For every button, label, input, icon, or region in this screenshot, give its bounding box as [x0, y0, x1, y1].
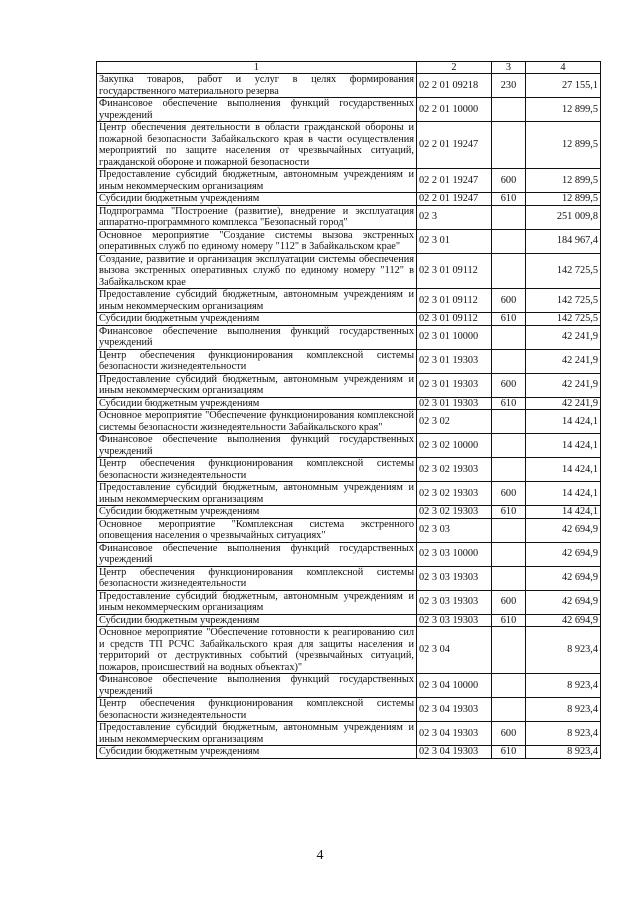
row-code-cell: 02 3 01 19303	[417, 397, 492, 410]
row-type-cell	[492, 698, 526, 722]
row-type-cell: 600	[492, 722, 526, 746]
row-type-cell: 600	[492, 169, 526, 193]
table-row	[97, 74, 601, 98]
row-name-cell: Субсидии бюджетным учреждениям	[97, 313, 417, 326]
header-col-1: 1	[97, 62, 417, 74]
row-type-cell	[492, 325, 526, 349]
row-code-cell: 02 3 02 19303	[417, 458, 492, 482]
row-name-cell: Центр обеспечения функционирования комплексной системы безопасности жизнедеятельности	[97, 458, 417, 482]
table-row	[97, 169, 601, 193]
row-amount-cell: 42 694,9	[526, 542, 601, 566]
table-row	[97, 674, 601, 698]
table-row	[97, 506, 601, 519]
row-name-cell: Основное мероприятие "Комплексная система экстренного оповещения населения о чрезвычайных ситуациях"	[97, 518, 417, 542]
row-amount-cell: 42 241,9	[526, 325, 601, 349]
row-code-cell: 02 3 03 19303	[417, 566, 492, 590]
row-type-cell	[492, 410, 526, 434]
row-type-cell	[492, 434, 526, 458]
row-code-cell: 02 3 03	[417, 518, 492, 542]
table-row	[97, 193, 601, 206]
row-type-cell	[492, 674, 526, 698]
row-amount-cell: 12 899,5	[526, 193, 601, 206]
row-code-cell: 02 3 01 10000	[417, 325, 492, 349]
row-name-cell: Финансовое обеспечение выполнения функций государственных учреждений	[97, 98, 417, 122]
row-type-cell: 600	[492, 289, 526, 313]
row-amount-cell: 8 923,4	[526, 698, 601, 722]
row-code-cell: 02 3	[417, 205, 492, 229]
row-type-cell: 610	[492, 397, 526, 410]
row-name-cell: Субсидии бюджетным учреждениям	[97, 193, 417, 206]
row-amount-cell: 14 424,1	[526, 506, 601, 519]
table-row	[97, 397, 601, 410]
row-type-cell: 610	[492, 614, 526, 627]
table-row	[97, 746, 601, 759]
row-amount-cell: 27 155,1	[526, 74, 601, 98]
row-code-cell: 02 3 04 19303	[417, 722, 492, 746]
row-name-cell: Центр обеспечения функционирования комплексной системы безопасности жизнедеятельности	[97, 566, 417, 590]
row-type-cell	[492, 205, 526, 229]
row-code-cell: 02 3 04 19303	[417, 746, 492, 759]
row-name-cell: Основное мероприятие "Обеспечение готовности к реагированию сил и средств ТП РСЧС Забайкальского края для защиты населения и территорий от деструктивных событий (чрезвычайных ситуаций, пожаров, происшествий на водных объектах)"	[97, 627, 417, 674]
table-header	[97, 62, 601, 74]
table-row	[97, 313, 601, 326]
row-amount-cell: 42 694,9	[526, 566, 601, 590]
header-col-3: 3	[492, 62, 526, 74]
row-amount-cell: 14 424,1	[526, 434, 601, 458]
row-type-cell	[492, 627, 526, 674]
row-amount-cell: 12 899,5	[526, 98, 601, 122]
table-row	[97, 722, 601, 746]
row-amount-cell: 14 424,1	[526, 458, 601, 482]
row-type-cell: 610	[492, 506, 526, 519]
table-body	[97, 74, 601, 759]
row-code-cell: 02 3 03 19303	[417, 614, 492, 627]
table-row	[97, 253, 601, 289]
table-row	[97, 627, 601, 674]
row-amount-cell: 42 694,9	[526, 590, 601, 614]
table-row	[97, 410, 601, 434]
row-code-cell: 02 2 01 10000	[417, 98, 492, 122]
row-name-cell: Центр обеспечения деятельности в области гражданской обороны и пожарной безопасности Забайкальского края в части осуществления мероприятий по защите населения от чрезвычайных ситуаций, гражданской обороне и пожарной безопасности	[97, 122, 417, 169]
row-amount-cell: 8 923,4	[526, 722, 601, 746]
header-row	[97, 62, 601, 74]
row-code-cell: 02 3 01 09112	[417, 253, 492, 289]
row-name-cell: Предоставление субсидий бюджетным, автономным учреждениям и иным некоммерческим организациям	[97, 482, 417, 506]
row-type-cell	[492, 542, 526, 566]
row-amount-cell: 42 694,9	[526, 518, 601, 542]
row-amount-cell: 14 424,1	[526, 410, 601, 434]
row-code-cell: 02 3 02 10000	[417, 434, 492, 458]
row-amount-cell: 142 725,5	[526, 289, 601, 313]
row-name-cell: Предоставление субсидий бюджетным, автономным учреждениям и иным некоммерческим организациям	[97, 289, 417, 313]
row-amount-cell: 142 725,5	[526, 313, 601, 326]
row-name-cell: Субсидии бюджетным учреждениям	[97, 614, 417, 627]
row-name-cell: Предоставление субсидий бюджетным, автономным учреждениям и иным некоммерческим организациям	[97, 590, 417, 614]
row-name-cell: Субсидии бюджетным учреждениям	[97, 397, 417, 410]
row-type-cell: 230	[492, 74, 526, 98]
row-type-cell: 610	[492, 193, 526, 206]
row-code-cell: 02 3 03 19303	[417, 590, 492, 614]
row-code-cell: 02 3 01 09112	[417, 313, 492, 326]
row-amount-cell: 42 241,9	[526, 349, 601, 373]
row-amount-cell: 251 009,8	[526, 205, 601, 229]
row-type-cell	[492, 349, 526, 373]
row-code-cell: 02 3 04 10000	[417, 674, 492, 698]
table-row	[97, 590, 601, 614]
row-name-cell: Основное мероприятие "Обеспечение функционирования комплексной системы безопасности жизнедеятельности Забайкальского края"	[97, 410, 417, 434]
table-row	[97, 566, 601, 590]
row-type-cell	[492, 566, 526, 590]
row-code-cell: 02 3 01 09112	[417, 289, 492, 313]
row-name-cell: Основное мероприятие "Создание системы вызова экстренных оперативных служб по единому номеру "112" в Забайкальском крае"	[97, 229, 417, 253]
table-row	[97, 614, 601, 627]
table-row	[97, 518, 601, 542]
row-type-cell: 610	[492, 313, 526, 326]
row-type-cell	[492, 229, 526, 253]
table-row	[97, 98, 601, 122]
row-name-cell: Подпрограмма "Построение (развитие), внедрение и эксплуатация аппаратно-программного комплекса "Безопасный город"	[97, 205, 417, 229]
row-code-cell: 02 3 02 19303	[417, 506, 492, 519]
row-amount-cell: 12 899,5	[526, 169, 601, 193]
row-code-cell: 02 2 01 19247	[417, 193, 492, 206]
row-code-cell: 02 2 01 09218	[417, 74, 492, 98]
table-row	[97, 542, 601, 566]
row-name-cell: Финансовое обеспечение выполнения функций государственных учреждений	[97, 434, 417, 458]
row-name-cell: Финансовое обеспечение выполнения функций государственных учреждений	[97, 542, 417, 566]
row-name-cell: Предоставление субсидий бюджетным, автономным учреждениям и иным некоммерческим организациям	[97, 722, 417, 746]
row-name-cell: Центр обеспечения функционирования комплексной системы безопасности жизнедеятельности	[97, 698, 417, 722]
header-col-2: 2	[417, 62, 492, 74]
row-name-cell: Предоставление субсидий бюджетным, автономным учреждениям и иным некоммерческим организациям	[97, 169, 417, 193]
header-col-4: 4	[526, 62, 601, 74]
row-type-cell	[492, 518, 526, 542]
row-code-cell: 02 3 02	[417, 410, 492, 434]
table-row	[97, 458, 601, 482]
row-type-cell	[492, 122, 526, 169]
row-code-cell: 02 3 04 19303	[417, 698, 492, 722]
page-number: 4	[316, 848, 324, 863]
table-row	[97, 434, 601, 458]
table-row	[97, 698, 601, 722]
row-code-cell: 02 3 04	[417, 627, 492, 674]
row-name-cell: Центр обеспечения функционирования комплексной системы безопасности жизнедеятельности	[97, 349, 417, 373]
row-type-cell: 610	[492, 746, 526, 759]
row-amount-cell: 42 241,9	[526, 397, 601, 410]
row-amount-cell: 184 967,4	[526, 229, 601, 253]
row-name-cell: Закупка товаров, работ и услуг в целях формирования государственного материального резерва	[97, 74, 417, 98]
row-amount-cell: 142 725,5	[526, 253, 601, 289]
row-name-cell: Создание, развитие и организация эксплуатации системы обеспечения вызова экстренных оперативных служб по единому номеру "112" в Забайкальском крае	[97, 253, 417, 289]
row-amount-cell: 8 923,4	[526, 674, 601, 698]
table-row	[97, 122, 601, 169]
row-type-cell: 600	[492, 482, 526, 506]
row-name-cell: Финансовое обеспечение выполнения функций государственных учреждений	[97, 325, 417, 349]
row-type-cell: 600	[492, 590, 526, 614]
row-amount-cell: 14 424,1	[526, 482, 601, 506]
table-row	[97, 373, 601, 397]
table-row	[97, 325, 601, 349]
row-amount-cell: 12 899,5	[526, 122, 601, 169]
row-code-cell: 02 3 02 19303	[417, 482, 492, 506]
table-row	[97, 482, 601, 506]
table-row	[97, 289, 601, 313]
row-amount-cell: 8 923,4	[526, 746, 601, 759]
row-type-cell	[492, 98, 526, 122]
row-name-cell: Предоставление субсидий бюджетным, автономным учреждениям и иным некоммерческим организациям	[97, 373, 417, 397]
row-code-cell: 02 3 01	[417, 229, 492, 253]
row-type-cell	[492, 253, 526, 289]
row-code-cell: 02 2 01 19247	[417, 122, 492, 169]
row-code-cell: 02 2 01 19247	[417, 169, 492, 193]
row-name-cell: Субсидии бюджетным учреждениям	[97, 506, 417, 519]
row-amount-cell: 42 694,9	[526, 614, 601, 627]
budget-table	[96, 61, 601, 759]
row-name-cell: Субсидии бюджетным учреждениям	[97, 746, 417, 759]
row-code-cell: 02 3 03 10000	[417, 542, 492, 566]
row-name-cell: Финансовое обеспечение выполнения функций государственных учреждений	[97, 674, 417, 698]
row-type-cell: 600	[492, 373, 526, 397]
table-row	[97, 349, 601, 373]
table-row	[97, 205, 601, 229]
row-code-cell: 02 3 01 19303	[417, 349, 492, 373]
row-amount-cell: 42 241,9	[526, 373, 601, 397]
row-amount-cell: 8 923,4	[526, 627, 601, 674]
table-row	[97, 229, 601, 253]
row-type-cell	[492, 458, 526, 482]
row-code-cell: 02 3 01 19303	[417, 373, 492, 397]
